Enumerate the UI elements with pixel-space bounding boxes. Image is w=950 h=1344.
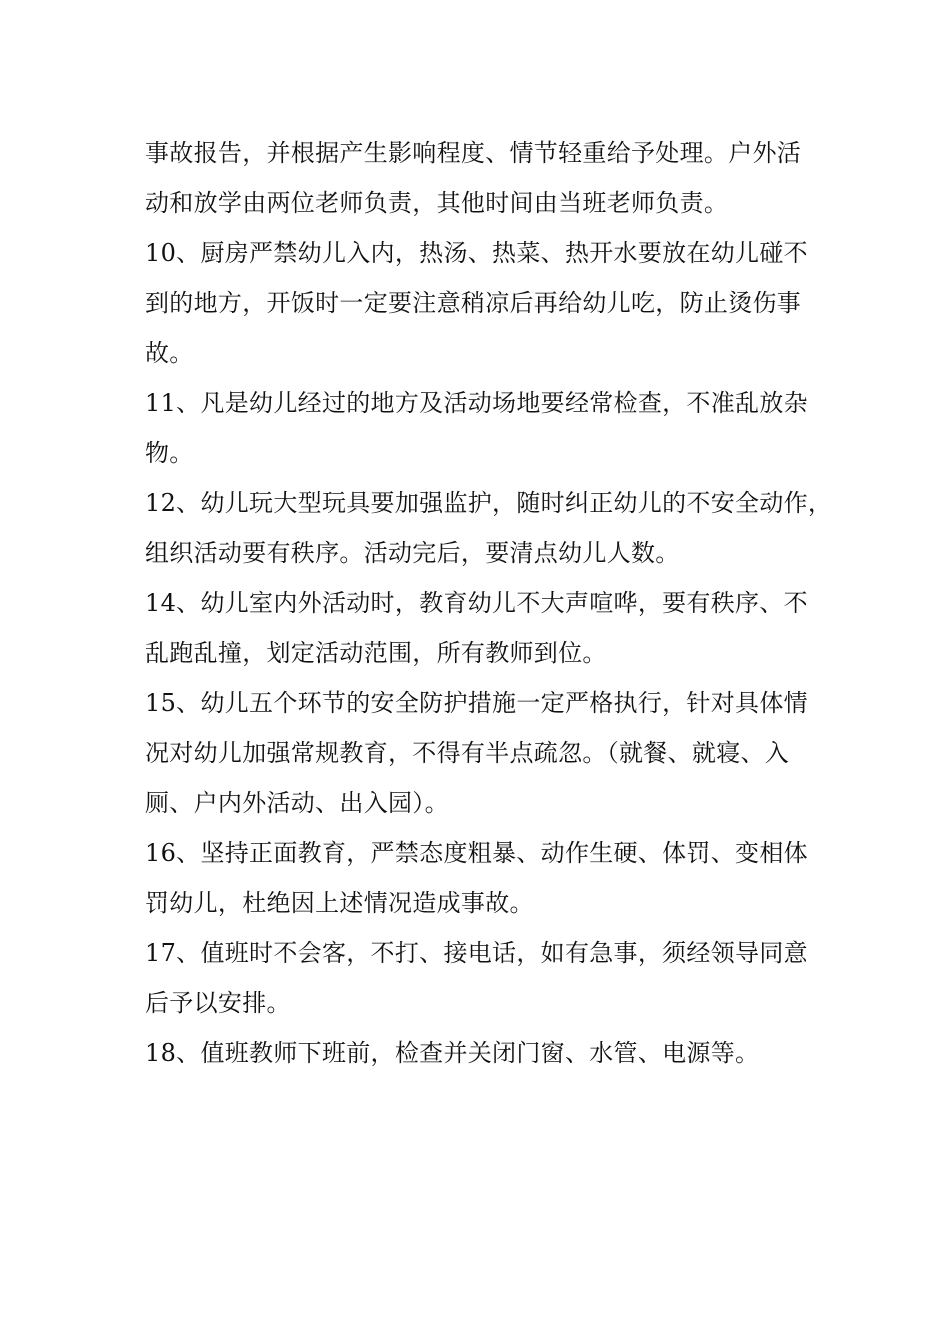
document-body [145,128,845,1078]
paragraph-item-10: 10、厨房严禁幼儿入内，热汤、热菜、热开水要放在幼儿碰不 到的地方，开饭时一定要注意稍凉后再给幼儿吃，防止烫伤事 故。 [145,239,808,367]
paragraph-item-12: 12、幼儿玩大型玩具要加强监护，随时纠正幼儿的不安全动作， 组织活动要有秩序。活动完后，要清点幼儿人数。 [145,489,833,567]
paragraph-item-17: 17、值班时不会客，不打、接电话，如有急事，须经领导同意 后予以安排。 [145,939,808,1017]
paragraph-item-15: 15、幼儿五个环节的安全防护措施一定严格执行，针对具体情 况对幼儿加强常规教育，不得有半点疏忽。（就餐、就寝、入 厕、户内外活动、出入园）。 [145,689,808,817]
paragraph-item-16: 16、坚持正面教育，严禁态度粗暴、动作生硬、体罚、变相体 罚幼儿，杜绝因上述情况造成事故。 [145,839,808,917]
paragraph-continuation: 事故报告，并根据产生影响程度、情节轻重给予处理。户外活 动和放学由两位老师负责，其他时间由当班老师负责。 [145,139,802,217]
paragraph-item-14: 14、幼儿室内外活动时，教育幼儿不大声喧哗，要有秩序、不 乱跑乱撞，划定活动范围，所有教师到位。 [145,589,808,667]
paragraph-item-11: 11、凡是幼儿经过的地方及活动场地要经常检查，不准乱放杂 物。 [145,389,808,467]
paragraph-item-18: 18、值班教师下班前，检查并关闭门窗、水管、电源等。 [145,1039,760,1067]
